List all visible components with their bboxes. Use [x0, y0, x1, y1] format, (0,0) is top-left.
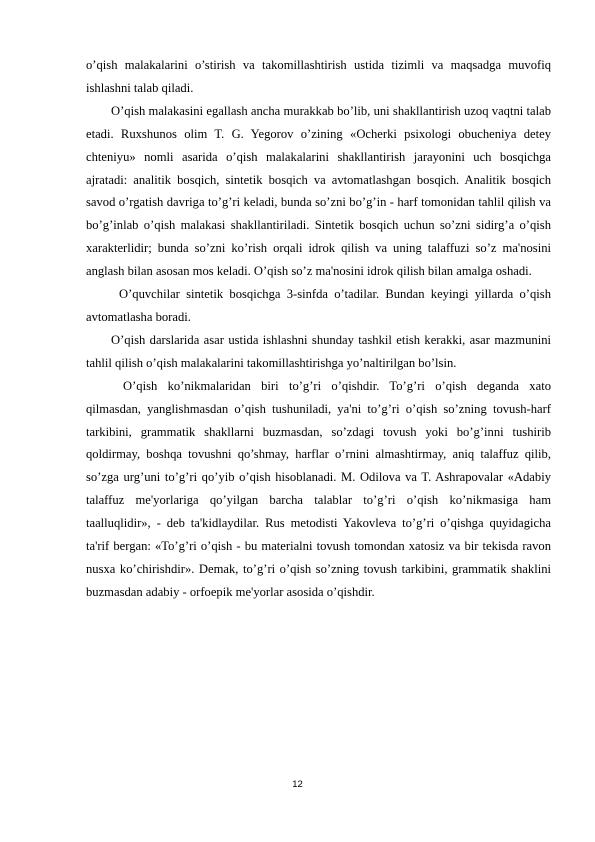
- page-number: 12: [292, 779, 303, 790]
- paragraph-continuation: o’qish malakalarini o’stirish va takomillashtirish ustida tizimli va maqsadga muvofiq ishlashni talab qiladi.: [86, 58, 551, 95]
- paragraph-reading-skill-stages: O’qish malakasini egallash ancha murakkab bo’lib, uni shakllantirish uzoq vaqtni talab etadi. Ruxshunos olim T. G. Yegorov o’zining «Ocherki psixologi obucheniya detey chteniyu» nomli asarida o’qish malakalarini shakllantirish jarayonini uch bosqichga ajratadi: analitik bosqich, sintetik bosqich va avtomatlashgan bosqich. Analitik bosqich savod o’rgatish davriga to’g’ri keladi, bunda so’zni bo’g’in - harf tomonidan tahlil qilish va bo’g’inlab o’qish malakasi shakllantiriladi. Sintetik bosqich uchun so’zni sidirg’a o’qish xarakterlidir; bunda so’zni ko’rish orqali idrok qilish va uning talaffuzi so’z ma'nosini anglash bilan asosan mos keladi. O’qish so’z ma'nosini idrok qilish bilan amalga oshadi.: [86, 103, 551, 279]
- paragraph-correct-reading: O’qish ko’nikmalaridan biri to’g’ri o’qishdir. To’g’ri o’qish deganda xato qilmasdan, yanglishmasdan o’qish tushuniladi, ya'ni to’g’ri o’qish so’zning tovush-harf tarkibini, grammatik shakllarni buzmasdan, so’zdagi tovush yoki bo’g’inni tushirib qoldirmay, boshqa tovushni qo’shmay, harflar o’rnini almashtirmay, aniq talaffuz qilib, so’zga urg’uni to’g’ri qo’yib o’qish hisoblanadi. M. Odilova va T. Ashrapovalar «Adabiy talaffuz me'yorlariga qo’yilgan barcha talablar to’g’ri o’qish ko’nikmasiga ham taalluqlidir», - deb ta'kidlaydilar. Rus metodisti Yakovleva to’g’ri o’qishga quyidagicha ta'rif bergan: «To’g’ri o’qish - bu materialni tovush tomondan xatosiz va bir tekisda ravon nusxa ko’chirishdir». Demak, to’g’ri o’qish so’zning tovush tarkibini, grammatik shaklini buzmasdan adabiy - orfoepik me'yorlar asosida o’qishdir.: [86, 378, 551, 599]
- paragraph-synthetic-stage: O’quvchilar sintetik bosqichga 3-sinfda o’tadilar. Bundan keyingi yillarda o’qish avtomatlasha boradi.: [86, 287, 551, 324]
- body-text: [86, 54, 551, 604]
- paragraph-reading-lessons: O’qish darslarida asar ustida ishlashni shunday tashkil etish kerakki, asar mazmunini tahlil qilish o’qish malakalarini takomillashtirishga yo’naltirilgan bo’lsin.: [86, 332, 551, 370]
